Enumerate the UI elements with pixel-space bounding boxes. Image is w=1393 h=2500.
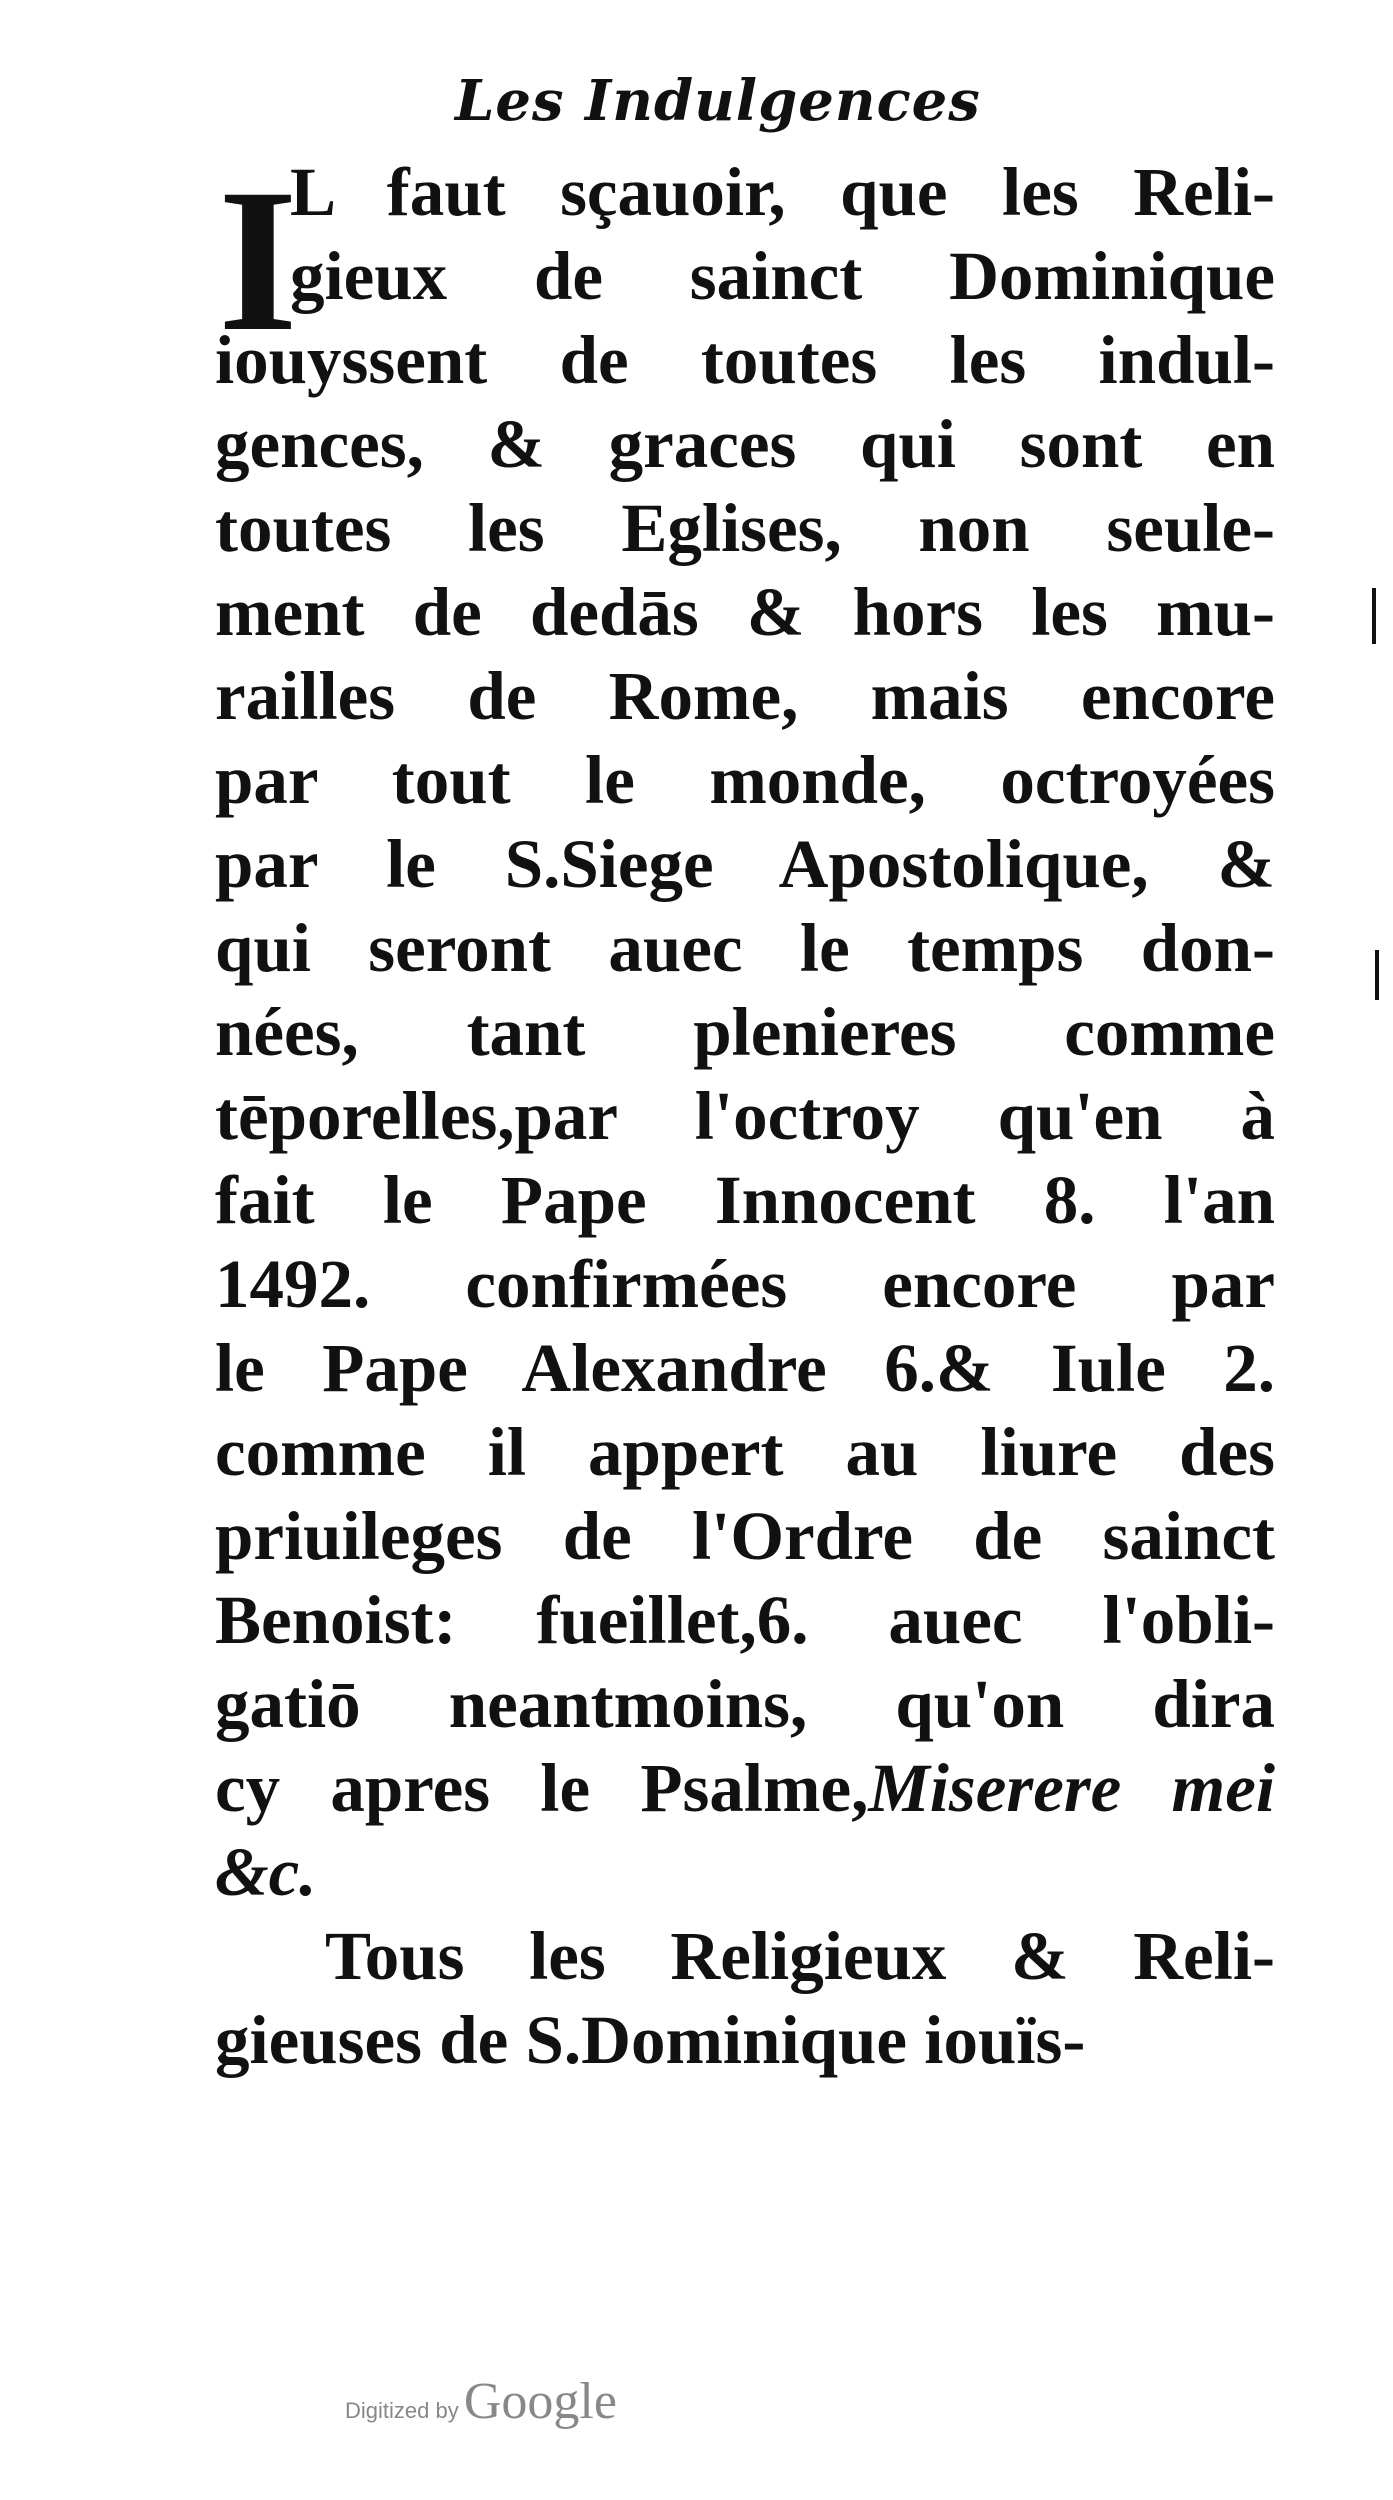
text-segment: cy apres le Psalme, [215,1750,869,1826]
text-line: toutes les Eglises, non seule- [215,490,1275,566]
text-line: fait le Pape Innocent 8. l'an [215,1162,1275,1238]
etc-line: &c. [215,1834,317,1910]
text-line: le Pape Alexandre 6.& Iule 2. [215,1330,1275,1406]
text-line-with-italic [215,1746,1275,1830]
text-line: qui seront auec le temps don- [215,910,1275,986]
text-line: par le S.Siege Apostolique, & [215,826,1275,902]
text-line: L faut sçauoir, que les Reli- [290,154,1275,230]
google-logo-text: Google [463,2373,617,2430]
running-title: Les Indulgences [455,68,981,134]
digitized-by-label: Digitized by [345,2398,459,2423]
text-line: gieuses de S.Dominique iouïs- [215,2002,1086,2078]
text-line: 1492. confirmées encore par [215,1246,1275,1322]
text-line: gences, & graces qui sont en [215,406,1275,482]
text-line: par tout le monde, octroyées [215,742,1275,818]
text-block [215,147,1275,2082]
text-line: Tous les Religieux & Reli- [325,1918,1275,1994]
psalm-title-italic: Miserere mei [868,1750,1275,1826]
margin-mark [1372,588,1376,644]
drop-cap-initial: I [218,147,298,374]
text-line: ment de dedās & hors les mu- [215,574,1275,650]
text-line: Benoist: fueillet,6. auec l'obli- [215,1582,1275,1658]
text-line: tēporelles,par l'octroy qu'en à [215,1078,1275,1154]
text-line: nées, tant plenieres comme [215,994,1275,1070]
digitized-by-watermark [345,2372,617,2431]
text-line: iouyssent de toutes les indul- [215,322,1275,398]
text-line: railles de Rome, mais encore [215,658,1275,734]
text-line: comme il appert au liure des [215,1414,1275,1490]
text-line: priuileges de l'Ordre de sainct [215,1498,1275,1574]
text-line: gieux de sainct Dominique [290,238,1275,314]
margin-mark [1375,950,1379,1000]
text-line: gatiō neantmoins, qu'on dira [215,1666,1275,1742]
